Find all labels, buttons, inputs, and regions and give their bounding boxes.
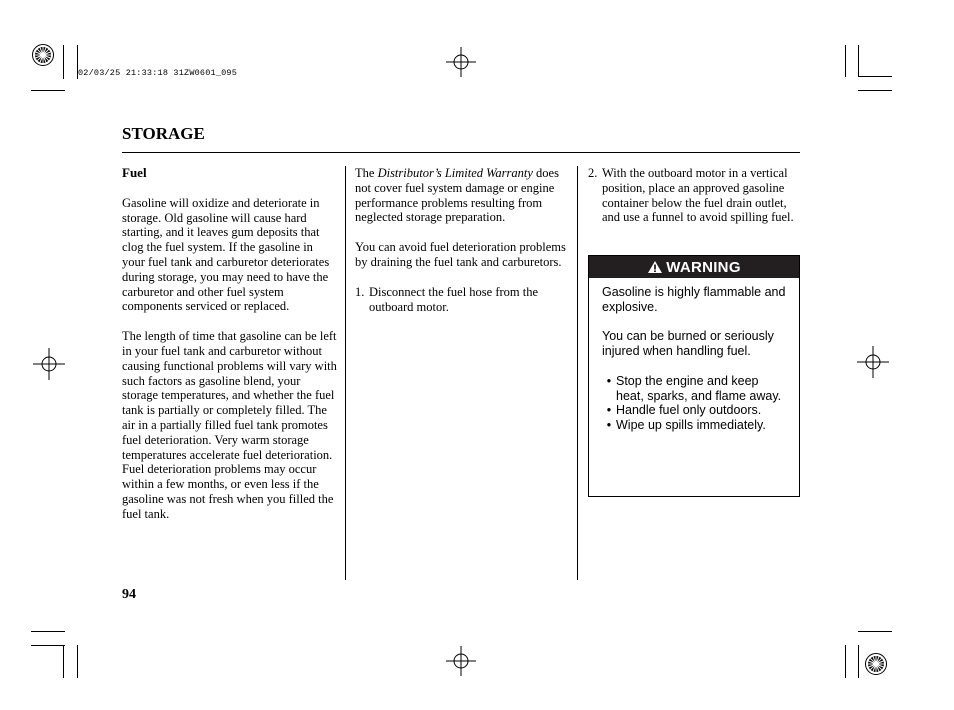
paragraph-oxidize: Gasoline will oxidize and deteriorate in storage. Old gasoline will cause hard starting, and it leaves gum deposits that clog the fuel system. If the gasoline in your fuel tank and carburetor deteriorates during storage, you may need to have the carburetor and other fuel system components serviced or replaced. [122,195,330,314]
warning-list [602,374,789,433]
page-number: 94 [122,587,136,602]
title-rule [122,152,800,153]
warning-injury: You can be burned or seriously injured when handling fuel. [602,329,774,359]
list-item: • Wipe up spills immediately. [606,417,766,432]
step-text: With the outboard motor in a vertical position, place an approved gasoline container below the fuel drain outlet, and use a funnel to avoid spilling fuel. [602,166,794,225]
column-3 [588,166,802,225]
paragraph-avoid: You can avoid fuel deterioration problems by draining the fuel tank and carburetors. [355,240,566,269]
column-2 [355,166,567,314]
paragraph-warranty: The Distributor’s Limited Warranty does not cover fuel system damage or engine performance problems resulting from neglected storage preparation. [355,166,559,225]
warning-header [589,256,799,278]
warning-triangle-icon [647,260,663,274]
column-divider [577,166,578,580]
registration-target-icon [33,348,65,380]
step-number: 1. [355,284,365,299]
warning-flammable: Gasoline is highly flammable and explosive. [602,285,786,314]
step-number: 2. [588,166,598,180]
step-2 [588,166,802,225]
paragraph-storage-time: The length of time that gasoline can be left in your fuel tank and carburetor without causing functional problems will vary with such factors as gasoline blend, your storage temperatures, and whether the fuel tank is partially or completely filled. The air in a partially filled fuel tank promotes fuel deterioration. Very warm storage temperatures accelerate fuel deterioration. Fuel deterioration problems may occur within a few months, or even less if the gasoline was not fresh when you filled the fuel tank. [122,329,337,521]
warning-box [588,255,800,497]
warning-title: WARNING [666,258,741,276]
step-1 [355,285,567,315]
warning-body [589,278,799,433]
registration-target-icon [446,47,476,77]
column-divider [345,166,346,580]
warranty-title: Distributor’s Limited Warranty [377,166,533,180]
list-item: • Stop the engine and keep heat, sparks, and flame away. [606,373,782,403]
section-title: STORAGE [122,124,205,143]
registration-target-icon [857,346,889,378]
registration-sunburst-icon [31,43,55,67]
column-1 [122,166,338,537]
list-item: • Handle fuel only outdoors. [606,403,762,418]
print-timestamp: 02/03/25 21:33:18 31ZW0601_095 [78,68,238,78]
fuel-heading: Fuel [122,165,147,180]
registration-target-icon [446,646,476,676]
step-text: Disconnect the fuel hose from the outboard motor. [369,284,539,314]
registration-sunburst-icon [864,652,888,676]
